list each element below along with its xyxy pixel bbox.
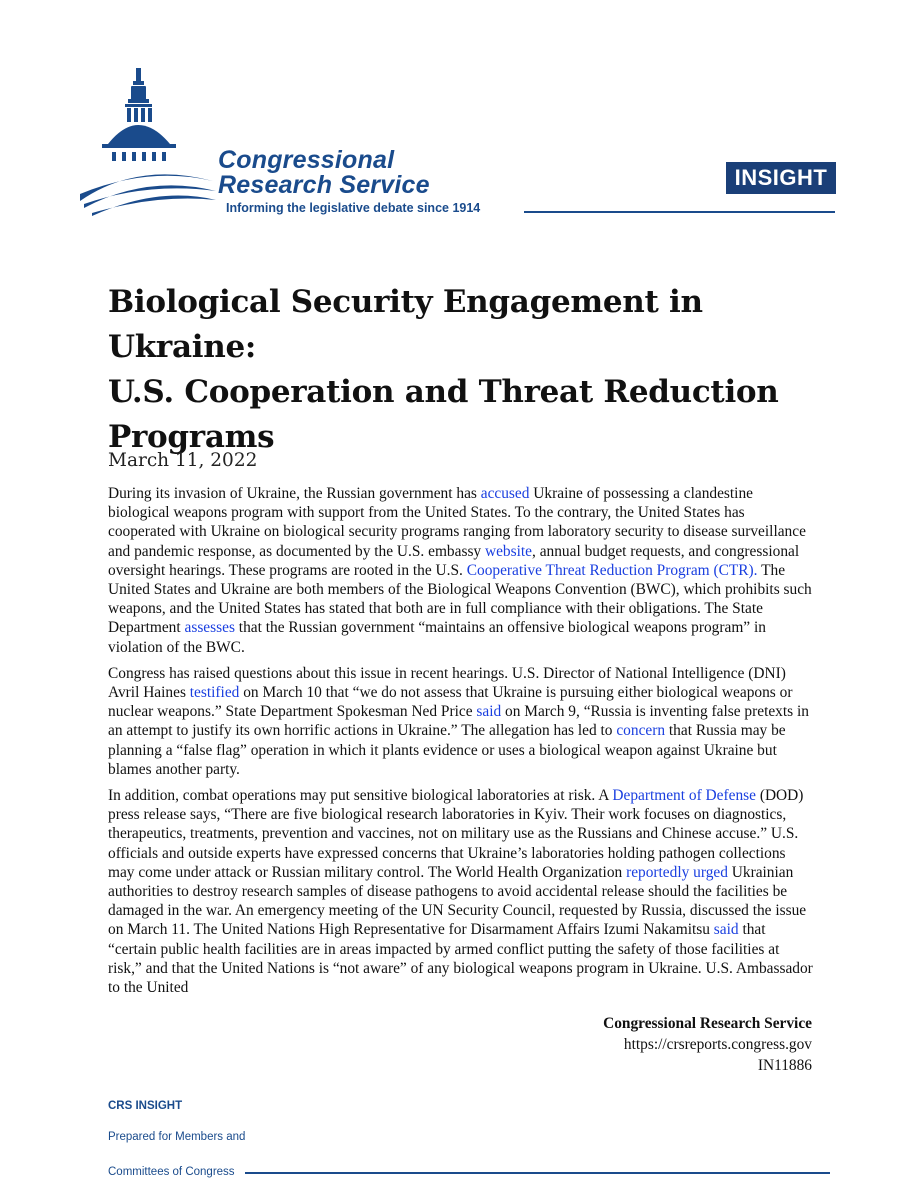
footer-report-id: IN11886 — [757, 1057, 812, 1074]
capitol-dome-logo — [78, 66, 218, 216]
body-paragraph — [108, 786, 814, 997]
logo-wordmark-line1: Congressional — [218, 146, 395, 174]
logo-tagline: Informing the legislative debate since 1914 — [226, 201, 481, 215]
document-date: March 11, 2022 — [108, 450, 258, 471]
crs-footer-block — [603, 1013, 812, 1076]
title-line: Biological Security Engagement in Ukraine: — [108, 284, 703, 365]
footer-org: Congressional Research Service — [603, 1015, 812, 1032]
prepared-for-label: Prepared for Members and — [108, 1131, 246, 1143]
paragraph-text: on March 9, “Russia is inventing false pretexts in an attempt to justify its own horrific actions in Ukraine.” The allegation has led to — [108, 703, 809, 740]
paragraph-text: Congress has raised questions about this issue in recent hearings. U.S. Director of National Intelligence (DNI) Avril Haines — [108, 664, 786, 702]
inline-link[interactable]: testified — [189, 684, 240, 702]
paragraph-text: Ukrainian authorities to destroy research samples of disease pathogens to avoid accidental release should the facilities be damaged in the war. An emergency meeting of the UN Security Council, requested by Russia, discussed the issue on March 11. The United Nations High Representative for Disarmament Affairs Izumi Nakamitsu — [108, 863, 807, 939]
crs-insight-label: CRS INSIGHT — [108, 1100, 183, 1112]
paragraph-text: (DOD) press release says, “There are five biological research laboratories in Kyiv. Their work focuses on diagnostics, therapeutics, treatments, prevention and vaccines, not on military use as the Russians and Chinese accuse.” U.S. officials and outside experts have expressed concerns that Ukraine’s laboratories holding pathogen collections may come under attack or Russian military control. The World Health Organization — [108, 787, 804, 881]
paragraph-text: that “certain public health facilities are in areas impacted by armed conflict putting the safety of those facilities at risk,” and that the United Nations is “not aware” of any biological weapons program in Ukraine. U.S. Ambassador to the United — [108, 921, 813, 997]
title-line: Programs — [108, 419, 275, 455]
title-line: U.S. Cooperation and Threat Reduction — [108, 374, 779, 410]
inline-link[interactable]: concern — [616, 722, 666, 740]
document-title — [108, 280, 808, 460]
paragraph-text: on March 10 that “we do not assess that Ukraine is pursuing either biological weapons or nuclear weapons.” State Department Spokesman Ned Price — [108, 684, 793, 721]
footer-divider — [245, 1172, 830, 1174]
paragraph-text: Ukraine of possessing a clandestine biological weapons program with support from the United States. To the contrary, the United States has cooperated with Ukraine on biological security programs ranging from laboratory security to disease surveillance and pandemic response, as documented by the U.S. embassy — [108, 485, 806, 560]
header-divider — [524, 211, 835, 213]
body-paragraph — [108, 664, 814, 779]
inline-link[interactable]: assesses — [184, 619, 235, 637]
paragraph-text: that Russia may be planning a “false flag” operation in which it plants evidence or uses a biological weapon against Ukraine but blames another party. — [108, 722, 786, 778]
paragraph-text: In addition, combat operations may put sensitive biological laboratories at risk. A — [108, 787, 613, 805]
inline-link[interactable]: reportedly urged — [626, 863, 728, 881]
document-body — [108, 484, 814, 1004]
logo-wordmark-line2: Research Service — [218, 171, 430, 199]
inline-link[interactable]: said — [713, 921, 739, 939]
committees-label: Committees of Congress — [108, 1166, 235, 1178]
paragraph-text: The United States and Ukraine are both members of the Biological Weapons Convention (BWC), which prohibits such weapons, and the United States has stated that both are in full compliance with their obligations. The State Department — [108, 561, 812, 637]
inline-link[interactable]: accused — [480, 485, 530, 502]
paragraph-text: During its invasion of Ukraine, the Russian government has — [108, 485, 481, 502]
inline-link[interactable]: said — [476, 703, 502, 721]
inline-link[interactable]: Cooperative Threat Reduction Program (CTR). — [466, 561, 758, 579]
paragraph-text: , annual budget requests, and congressional oversight hearings. These programs are rooted in the U.S. — [108, 542, 800, 579]
footer-url: https://crsreports.congress.gov — [623, 1036, 812, 1053]
body-paragraph — [108, 484, 814, 657]
paragraph-text: that the Russian government “maintains an offensive biological weapons program” in violation of the BWC. — [108, 619, 766, 656]
insight-badge: INSIGHT — [726, 162, 836, 194]
inline-link[interactable]: website — [484, 542, 532, 560]
inline-link[interactable]: Department of Defense — [612, 787, 756, 805]
